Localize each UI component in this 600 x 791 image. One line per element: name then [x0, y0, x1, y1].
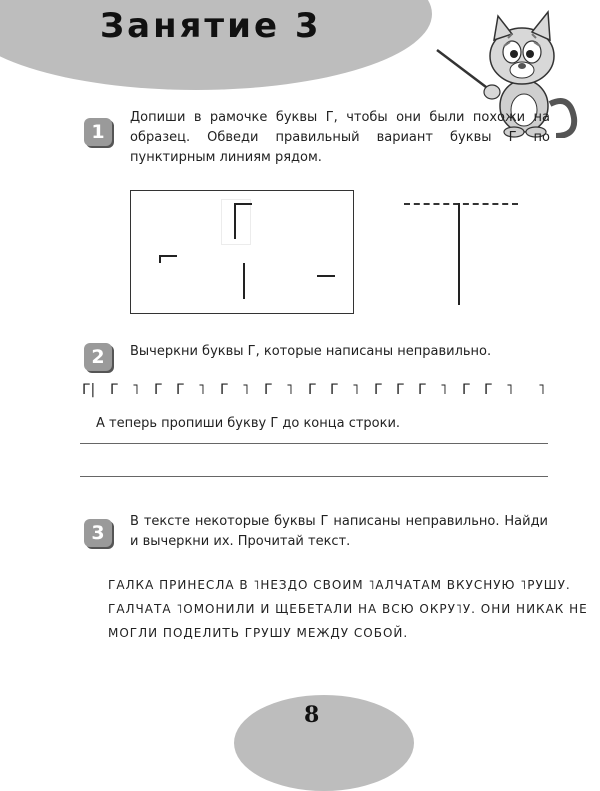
page-number: 8	[304, 702, 320, 728]
letter-trace-frame	[130, 190, 354, 314]
dotted-trace-line	[404, 203, 518, 205]
task-1-text: Допиши в рамочке буквы Г, чтобы они были похожи на образец. Обведи правильный вариант буквы Г по пунктирным линиям рядом.	[130, 110, 550, 165]
letter-glyph: Г	[110, 382, 119, 398]
story-line-3: МОГЛИ ПОДЕЛИТЬ ГРУШУ МЕЖДУ СОБОЙ.	[108, 626, 409, 640]
task-2-instruction: А теперь пропиши букву Г до конца строки.	[96, 416, 401, 431]
letter-glyph: ˥	[440, 382, 447, 398]
letter-glyph: Г	[484, 382, 493, 398]
letter-glyph: ˥	[538, 382, 545, 398]
letter-glyph: Г	[462, 382, 471, 398]
letter-glyph: Г	[264, 382, 273, 398]
letter-glyph: ˥	[132, 382, 139, 398]
letter-glyph: Г	[176, 382, 185, 398]
story-line-2: ГАЛЧАТА ˥ОМОНИЛИ И ЩЕБЕТАЛИ НА ВСЮ ОКРУ˥У. ОНИ НИКАК НЕ	[108, 602, 588, 616]
letter-glyph: ˥	[506, 382, 513, 398]
letter-glyph: Г	[418, 382, 427, 398]
letter-glyph: ˥	[242, 382, 249, 398]
letter-glyph: ˥	[352, 382, 359, 398]
writing-line-2[interactable]	[80, 476, 548, 477]
task-1-number: 1	[84, 118, 112, 146]
writing-line-1[interactable]	[80, 443, 548, 444]
task-2-text: Вычеркни буквы Г, которые написаны неправильно.	[130, 344, 492, 359]
task-3-text: В тексте некоторые буквы Г написаны неправильно. Найди и вычеркни их. Прочитай текст.	[130, 514, 548, 549]
partial-letter-corner	[159, 255, 177, 257]
letter-glyph: Г	[154, 382, 163, 398]
sample-letter-g	[234, 203, 236, 239]
partial-letter-stem	[243, 263, 245, 299]
letter-g-row	[82, 382, 552, 402]
partial-letter-bar	[317, 275, 335, 277]
page-title: Занятие 3	[100, 6, 322, 46]
task-3-number: 3	[84, 519, 112, 547]
footer-banner	[234, 695, 414, 791]
trace-letter-stem	[458, 203, 460, 305]
story-line-1: ГАЛКА ПРИНЕСЛА В ˥НЕЗДО СВОИМ ˥АЛЧАТАМ ВКУСНУЮ ˥РУШУ.	[108, 578, 571, 592]
letter-glyph: ˥	[286, 382, 293, 398]
letter-glyph: ˥	[198, 382, 205, 398]
letter-glyph: Г	[308, 382, 317, 398]
letter-glyph: Г	[396, 382, 405, 398]
letter-glyph: Г	[374, 382, 383, 398]
task-2-number: 2	[84, 343, 112, 371]
letter-glyph: Г	[220, 382, 229, 398]
letter-glyph: Г	[330, 382, 339, 398]
letter-glyph: Г|	[82, 382, 96, 398]
